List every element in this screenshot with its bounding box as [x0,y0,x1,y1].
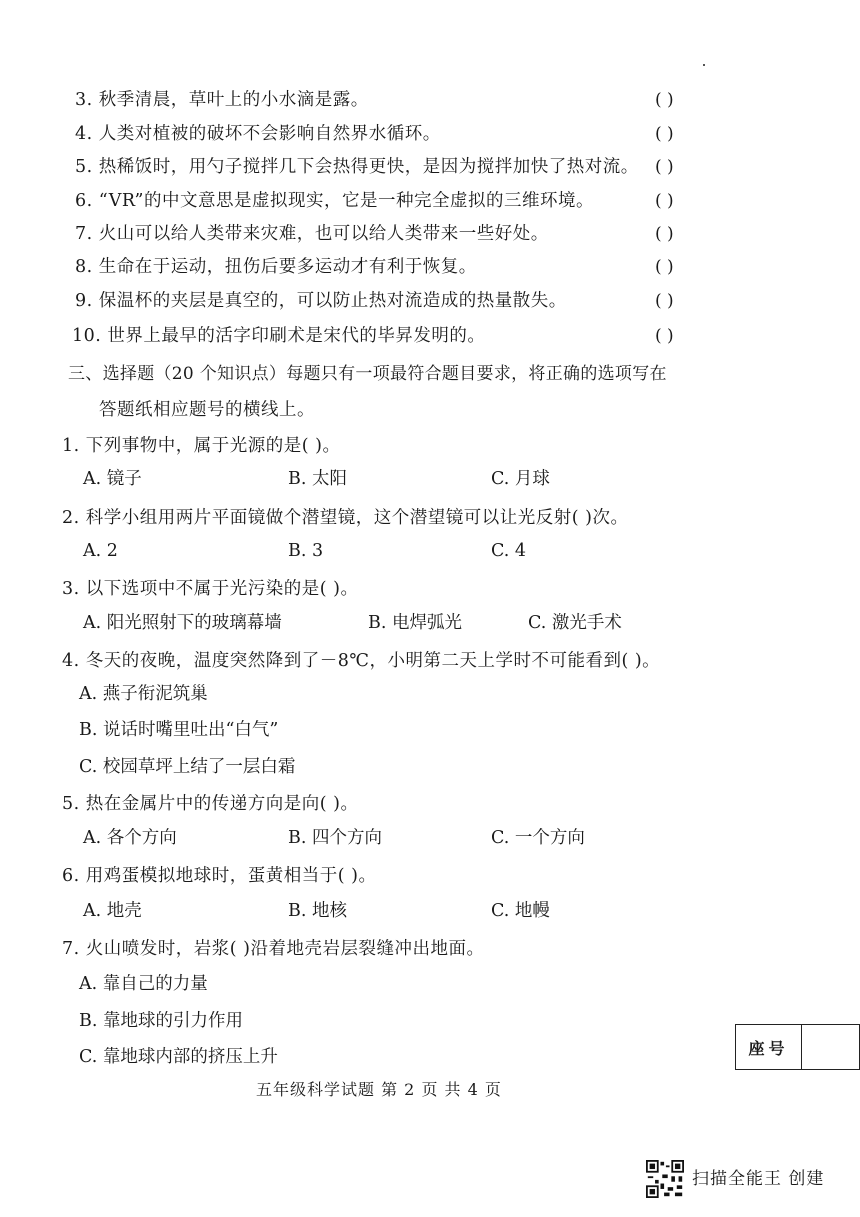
judge-answer-paren-3: ( ) [655,90,674,110]
question-2-option-c: C. 4 [491,541,527,561]
question-4-option-c: C. 校园草坪上结了一层白霜 [79,757,296,777]
judge-answer-paren-10: ( ) [655,326,674,346]
question-1-stem: 1. 下列事物中，属于光源的是( )。 [62,436,341,456]
question-3-option-a: A. 阳光照射下的玻璃幕墙 [83,613,282,633]
question-3-option-c: C. 激光手术 [528,613,622,633]
question-5-option-c: C. 一个方向 [491,828,585,848]
judge-item-4: 4. 人类对植被的破坏不会影响自然界水循环。 [75,124,441,144]
question-2-option-b: B. 3 [288,541,324,561]
question-6-option-c: C. 地幔 [491,901,550,921]
speck [703,64,705,66]
section-heading-choice-cont: 答题纸相应题号的横线上。 [99,400,315,420]
question-7-option-b: B. 靠地球的引力作用 [79,1011,243,1031]
question-7-option-a: A. 靠自己的力量 [79,974,208,994]
judge-item-9: 9. 保温杯的夹层是真空的，可以防止热对流造成的热量散失。 [75,291,567,311]
section-heading-choice: 三、选择题（20 个知识点）每题只有一项最符合题目要求，将正确的选项写在 [68,364,667,384]
question-1-option-a: A. 镜子 [83,469,142,489]
judge-answer-paren-4: ( ) [655,124,674,144]
question-5-stem: 5. 热在金属片中的传递方向是向( )。 [62,794,359,814]
question-4-option-b: B. 说话时嘴里吐出“白气” [79,720,279,740]
question-3-option-b: B. 电焊弧光 [368,613,462,633]
question-1-option-c: C. 月球 [491,469,550,489]
question-2-option-a: A. 2 [83,541,118,561]
judge-answer-paren-8: ( ) [655,257,674,277]
question-1-option-b: B. 太阳 [288,469,347,489]
qr-code-icon [646,1160,684,1198]
question-4-stem: 4. 冬天的夜晚，温度突然降到了－8℃，小明第二天上学时不可能看到( )。 [62,651,661,671]
judge-answer-paren-5: ( ) [655,157,674,177]
question-2-stem: 2. 科学小组用两片平面镜做个潜望镜，这个潜望镜可以让光反射( )次。 [62,508,629,528]
judge-item-10: 10. 世界上最早的活字印刷术是宋代的毕昇发明的。 [72,326,486,346]
judge-answer-paren-9: ( ) [655,291,674,311]
question-6-option-b: B. 地核 [288,901,347,921]
question-5-option-b: B. 四个方向 [288,828,382,848]
question-5-option-a: A. 各个方向 [83,828,177,848]
question-6-option-a: A. 地壳 [83,901,142,921]
question-7-option-c: C. 靠地球内部的挤压上升 [79,1047,278,1067]
judge-item-6: 6. “VR”的中文意思是虚拟现实，它是一种完全虚拟的三维环境。 [75,191,594,211]
question-4-option-a: A. 燕子衔泥筑巢 [79,684,208,704]
scanner-watermark-text: 扫描全能王 创建 [692,1169,825,1189]
judge-item-7: 7. 火山可以给人类带来灾难，也可以给人类带来一些好处。 [75,224,549,244]
judge-item-3: 3. 秋季清晨，草叶上的小水滴是露。 [75,90,369,110]
question-3-stem: 3. 以下选项中不属于光污染的是( )。 [62,579,359,599]
judge-answer-paren-7: ( ) [655,224,674,244]
seat-number-label: 座号 [736,1025,802,1069]
judge-answer-paren-6: ( ) [655,191,674,211]
seat-number-box[interactable] [735,1024,860,1070]
question-7-stem: 7. 火山喷发时，岩浆( )沿着地壳岩层裂缝冲出地面。 [62,939,485,959]
judge-item-8: 8. 生命在于运动，扭伤后要多运动才有利于恢复。 [75,257,477,277]
judge-item-5: 5. 热稀饭时，用勺子搅拌几下会热得更快，是因为搅拌加快了热对流。 [75,157,639,177]
question-6-stem: 6. 用鸡蛋模拟地球时，蛋黄相当于( )。 [62,866,377,886]
page-footer: 五年级科学试题 第 2 页 共 4 页 [256,1080,502,1099]
